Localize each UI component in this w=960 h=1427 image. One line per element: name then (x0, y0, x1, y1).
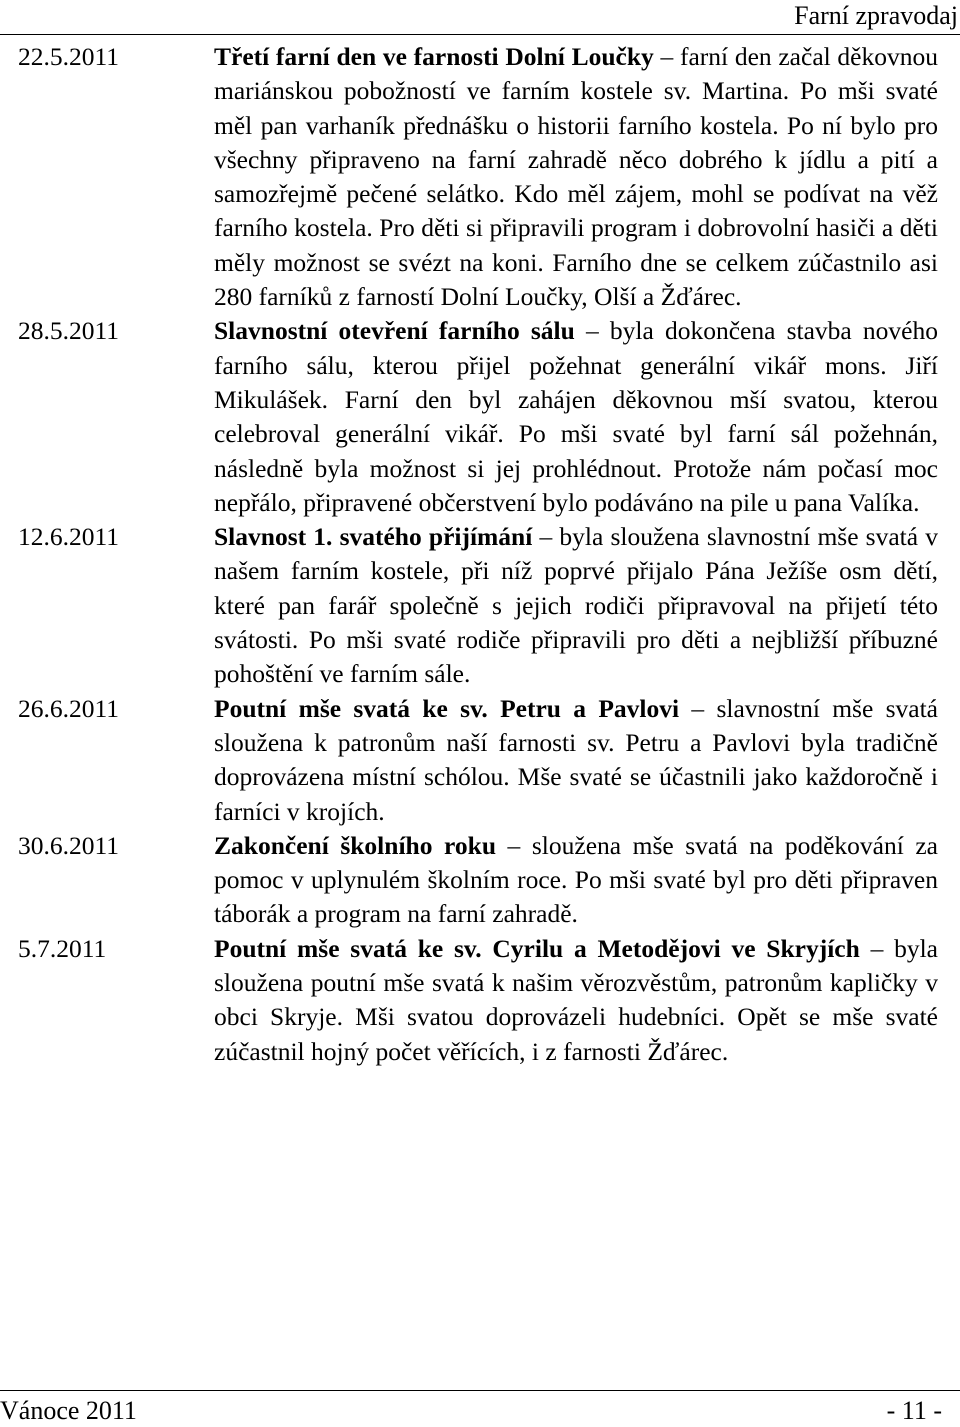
header-rule (0, 34, 960, 35)
entry-body: – sloužena mše svatá na poděkování za pomoc v uplynulém školním roce. Po mši svaté byl pro děti připraven táborák a program na farní zahradě. (214, 830, 938, 929)
footer-page-number: - 11 - (886, 1396, 942, 1425)
entry-body: – farní den začal děkovnou mariánskou pobožností ve farním kostele sv. Martina. Po mši svaté měl pan varhaník přednášku o historii farního kostela. Po ní bylo pro všechny připraveno na farní zahradě něco dobrého k jídlu a pití a samozřejmě pečené selátko. Kdo měl zájem, mohl se podívat na věž farního kostela. Pro děti si připravili program i dobrovolní hasiči a děti měly možnost se svézt na koni. Farního dne se celkem zúčastnilo asi 280 farníků z farností Dolní Loučky, Olší a Žďárec. (214, 42, 938, 312)
entries-list (0, 40, 960, 1069)
entry-date: 22.5.2011 (18, 42, 120, 71)
entry-title: Slavnost 1. svatého přijímání (214, 522, 533, 552)
entry-date: 5.7.2011 (18, 933, 107, 963)
entry (0, 692, 960, 829)
entry-body: – byla sloužena poutní mše svatá k našim věrozvěstům, patronům kapličky v obci Skryje. Mši svatou doprovázeli hudebníci. Opět se mše svaté zúčastnil hojný počet věřících, i z farnosti Žďárec. (214, 933, 938, 1066)
entry-body: – byla dokončena stavba nového farního sálu, kterou přijel požehnat generální vikář mons. Jiří Mikulášek. Farní den byl zahájen děkovnou mší svatou, kterou celebroval generální vikář. Po mši svaté byl farní sál požehnán, následně byla možnost si jej prohlédnout. Protože nám počasí moc nepřálo, připravené občerstvení bylo podáváno na pile u pana Valíka. (214, 316, 938, 517)
entry-text (214, 40, 938, 314)
entry-title: Zakončení školního roku (214, 830, 496, 860)
entry-date: 12.6.2011 (18, 522, 120, 552)
entry-title: Poutní mše svatá ke sv. Cyrilu a Metodějovi ve Skryjích (214, 933, 860, 963)
entry-title: Třetí farní den ve farnosti Dolní Loučky (214, 42, 654, 71)
entry (0, 829, 960, 932)
entry-title: Slavnostní otevření farního sálu (214, 316, 575, 346)
header-title: Farní zpravodaj (794, 1, 958, 30)
entry-text (214, 829, 938, 932)
entry-text (214, 314, 938, 520)
entry-date: 26.6.2011 (18, 693, 120, 723)
entry-date: 28.5.2011 (18, 316, 120, 346)
entry-date: 30.6.2011 (18, 830, 120, 860)
entry-text (214, 520, 938, 691)
entry-text (214, 692, 938, 829)
entry (0, 520, 960, 691)
entry-body: – byla sloužena slavnostní mše svatá v našem farním kostele, při níž poprvé přijalo Pána Ježíše osm dětí, které pan farář společně s jejich rodiči připravoval na přijetí této svátosti. Po mši svaté rodiče připravili pro děti a nejbližší příbuzné pohoštění ve farním sále. (214, 522, 938, 689)
entry-text (214, 932, 938, 1069)
entry-body: – slavnostní mše svatá sloužena k patronům naší farnosti sv. Petru a Pavlovi byla tradičně doprovázena místní schólou. Mše svaté se účastnili jako každoročně i farníci v krojích. (214, 693, 938, 826)
entry (0, 314, 960, 520)
entry (0, 932, 960, 1069)
footer-rule (0, 1390, 960, 1391)
entry (0, 40, 960, 314)
footer-issue: Vánoce 2011 (0, 1396, 137, 1425)
entry-title: Poutní mše svatá ke sv. Petru a Pavlovi (214, 693, 680, 723)
